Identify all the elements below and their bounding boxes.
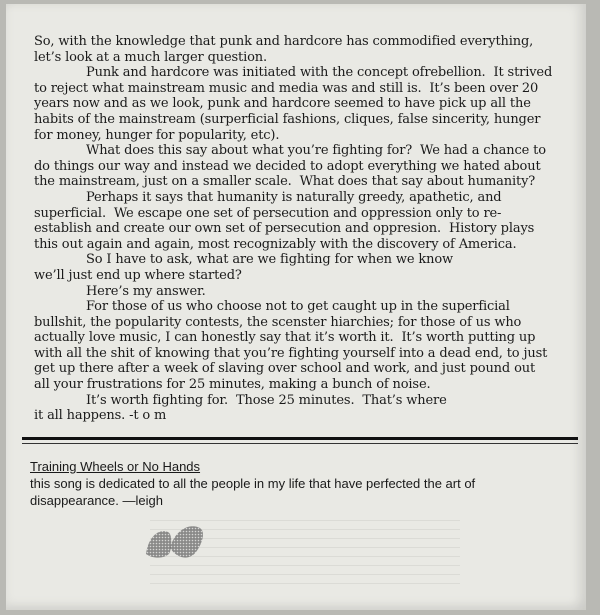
thumbprint-smudge <box>140 518 212 562</box>
essay-paragraph-1: So, with the knowledge that punk and hardcore has commodified everything, let’s look at a much larger question. <box>34 34 534 65</box>
essay-paragraph-7: For those of us who choose not to get caught up in the superficial bullshit, the popularity contests, the scenster hiarchies; for those of us who actually love music, I can honestly say that it’s worth it. It’s worth putting up with all the shit of knowing that you’re fighting yourself into a dead end, to just get up there after a week of slaving over school and work, and just pound out all your frustrations for 25 minutes, making a bunch of noise. <box>34 299 548 393</box>
essay-paragraph-4: Perhaps it says that humanity is naturally greedy, apathetic, and superficial. We escape one set of persecution and oppression only to re- establish and create our own set of persecution and oppresion. History plays this out again and again, most recognizably with the discovery of America. <box>34 189 535 252</box>
essay-paragraph-8: It’s worth fighting for. Those 25 minutes. That’s where it all happens. -t o m <box>34 392 447 424</box>
essay-paragraph-3: What does this say about what you’re fighting for? We had a chance to do things our way and instead we decided to adopt everything we hated about the mainstream, just on a smaller scale. What does that say about humanity? <box>34 143 546 190</box>
essay-paragraph-2: Punk and hardcore was initiated with the concept ofrebellion. It strived to reject what mainstream music and media was and still is. It’s been over 20 years now and as we look, punk and hardcore seemed to have pick up all the habits of the mainstream (surperficial fashions, cliques, false sincerity, hunger for money, hunger for popularity, etc). <box>34 65 553 143</box>
song-dedication: this song is dedicated to all the people in my life that have perfected the art of disappearance. —leigh <box>30 476 476 508</box>
essay-paragraph-6: Here’s my answer. <box>86 283 206 299</box>
section-divider-thin <box>22 443 578 444</box>
section-divider <box>22 437 578 440</box>
essay-text <box>34 34 582 424</box>
song-notes <box>30 458 570 509</box>
essay-paragraph-5: So I have to ask, what are we fighting for when we know we’ll just end up where started? <box>34 252 453 283</box>
song-title: Training Wheels or No Hands <box>30 459 201 474</box>
